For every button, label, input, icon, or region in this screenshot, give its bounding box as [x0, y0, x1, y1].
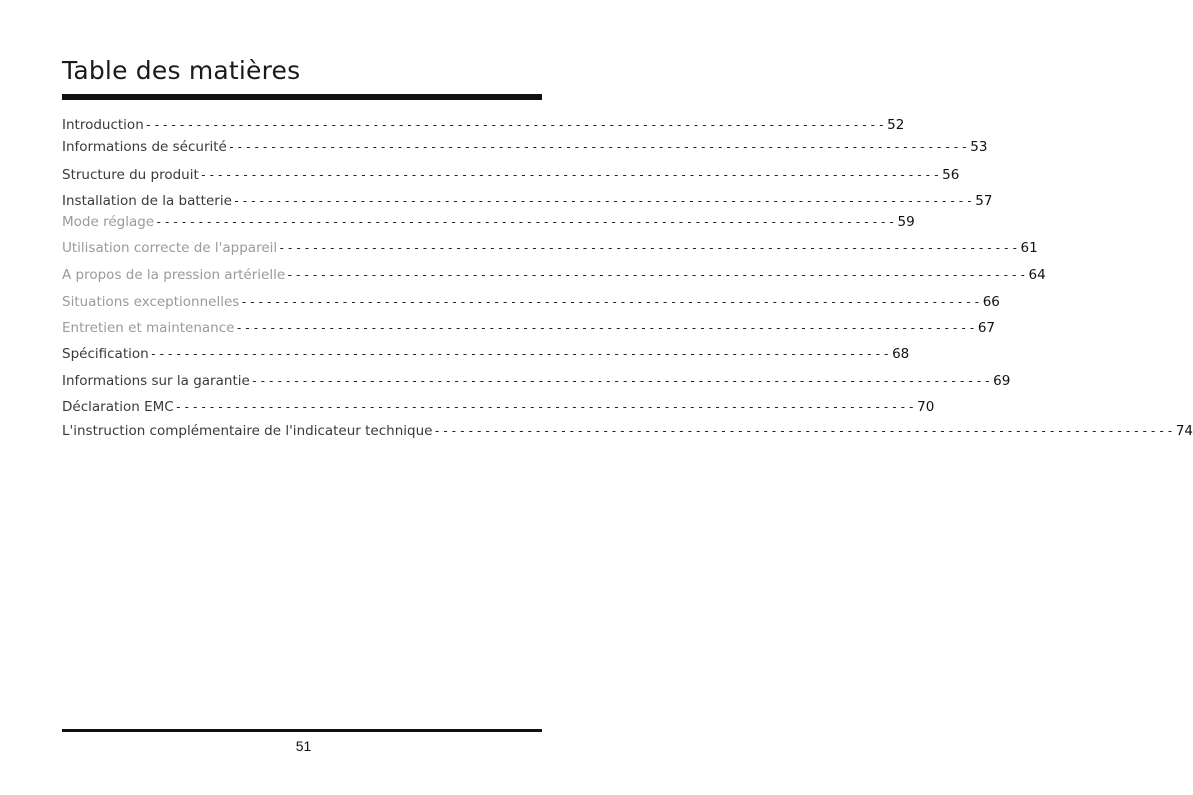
dot-leader: ---------------------------------------------------------------------------------------- — [433, 424, 1175, 438]
toc-entry-specification — [62, 343, 910, 365]
toc-entry-label: Spécification — [62, 346, 149, 362]
toc-entry-pression-arterielle — [62, 264, 1046, 286]
dot-leader: ---------------------------------------------------------------------------------------- — [278, 241, 1020, 255]
toc-entry-label: Situations exceptionnelles — [62, 294, 240, 310]
toc-entry-structure-produit — [62, 164, 960, 186]
toc-entry-mode-reglage — [62, 211, 915, 233]
toc-entry-label: Introduction — [62, 117, 144, 133]
dot-leader: ---------------------------------------------------------------------------------------- — [232, 194, 975, 208]
toc-entry-page: 66 — [982, 294, 1000, 310]
toc-entry-declaration-emc — [62, 396, 935, 418]
toc-entry-page: 59 — [897, 214, 915, 230]
toc-entry-label: A propos de la pression artérielle — [62, 267, 286, 283]
toc-entry-page: 56 — [942, 167, 960, 183]
toc-entry-page: 69 — [993, 373, 1011, 389]
toc-entry-page: 61 — [1020, 240, 1038, 256]
toc-entry-page: 57 — [975, 193, 993, 209]
toc-entry-label: Entretien et maintenance — [62, 320, 235, 336]
toc-entry-page: 67 — [977, 320, 996, 336]
toc-entry-informations-securite — [62, 136, 988, 158]
dot-leader: ---------------------------------------------------------------------------------------- — [144, 118, 887, 132]
toc-entry-page: 53 — [970, 139, 988, 155]
dot-leader: ---------------------------------------------------------------------------------------- — [240, 295, 982, 309]
toc-entry-label: Mode réglage — [62, 214, 155, 230]
toc-entry-page: 52 — [887, 117, 905, 133]
toc-entry-label: Installation de la batterie — [62, 193, 232, 209]
toc-entry-installation-batterie — [62, 190, 993, 212]
title-divider — [62, 94, 542, 100]
dot-leader: ---------------------------------------------------------------------------------------- — [227, 140, 970, 154]
toc-entry-label: Informations de sécurité — [62, 139, 227, 155]
page-number: 51 — [295, 738, 312, 754]
dot-leader: ---------------------------------------------------------------------------------------- — [235, 321, 977, 335]
footer-divider — [62, 729, 542, 732]
dot-leader: ---------------------------------------------------------------------------------------- — [149, 347, 892, 361]
dot-leader: ---------------------------------------------------------------------------------------- — [174, 400, 917, 414]
page-title: Table des matières — [62, 56, 301, 85]
toc-entry-garantie — [62, 370, 1011, 392]
toc-entry-introduction — [62, 114, 905, 136]
toc-entry-page: 64 — [1028, 267, 1046, 283]
toc-entry-label: L'instruction complémentaire de l'indicateur technique — [62, 423, 433, 439]
toc-entry-utilisation-correcte — [62, 237, 1038, 259]
toc-entry-label: Informations sur la garantie — [62, 373, 250, 389]
toc-entry-page: 74 — [1175, 423, 1193, 439]
dot-leader: ---------------------------------------------------------------------------------------- — [155, 215, 897, 229]
dot-leader: ---------------------------------------------------------------------------------------- — [250, 374, 993, 388]
dot-leader: ---------------------------------------------------------------------------------------- — [286, 268, 1028, 282]
toc-entry-page: 68 — [892, 346, 910, 362]
dot-leader: ---------------------------------------------------------------------------------------- — [199, 168, 942, 182]
toc-entry-label: Déclaration EMC — [62, 399, 174, 415]
toc-entry-entretien-maintenance — [62, 317, 996, 339]
toc-entry-page: 70 — [917, 399, 935, 415]
toc-entry-label: Utilisation correcte de l'appareil — [62, 240, 278, 256]
toc-entry-label: Structure du produit — [62, 167, 199, 183]
toc-entry-instruction-complementaire — [62, 420, 1193, 442]
toc-entry-situations-exceptionnelles — [62, 291, 1000, 313]
